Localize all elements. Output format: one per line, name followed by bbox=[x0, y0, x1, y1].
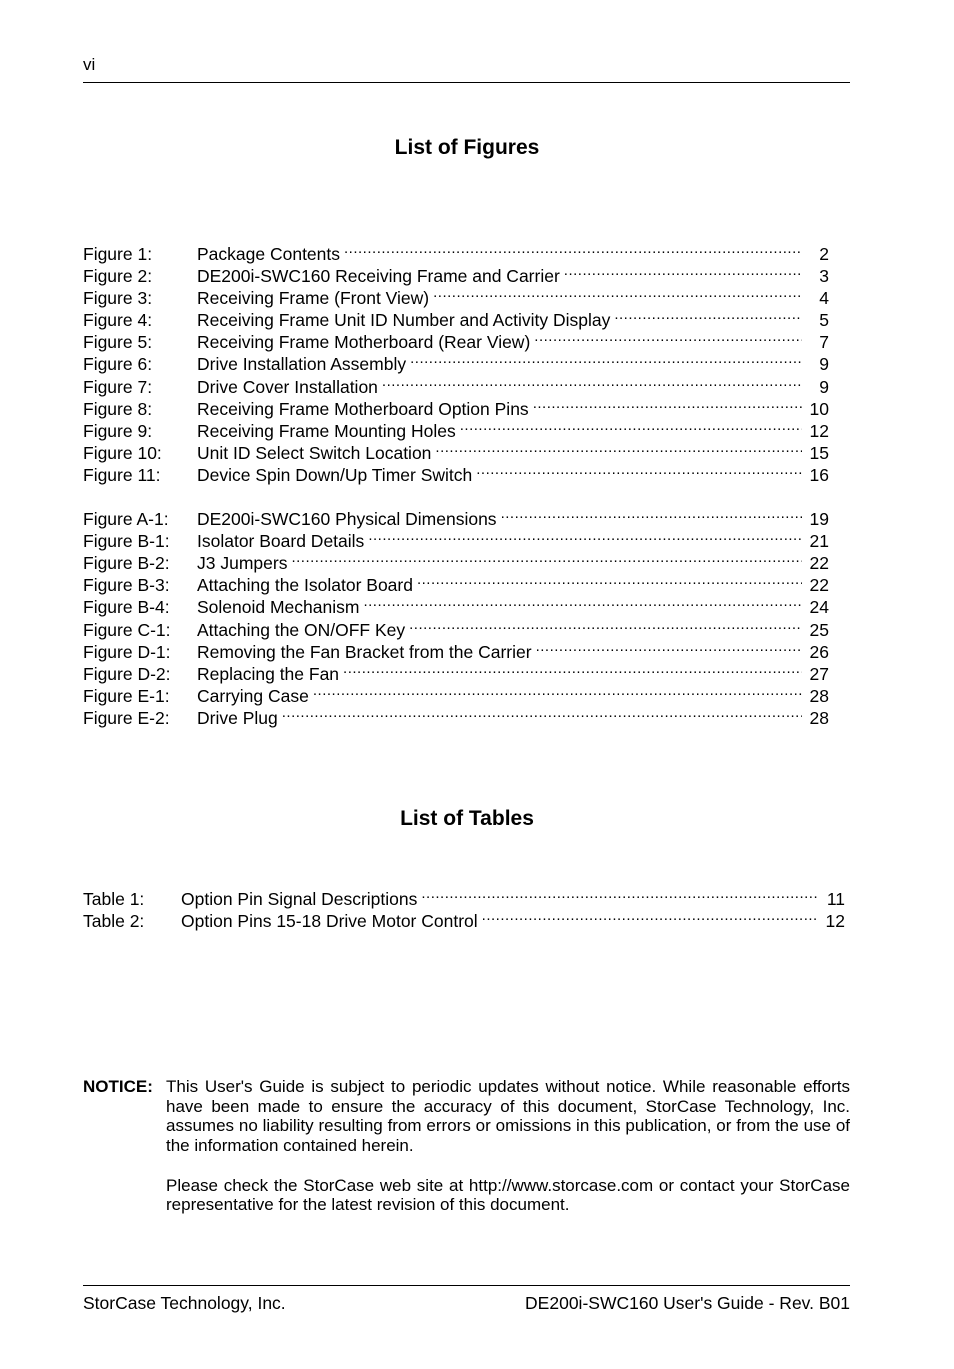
tables-group bbox=[83, 883, 845, 932]
toc-entry-title: DE200i-SWC160 Receiving Frame and Carrier bbox=[197, 266, 560, 287]
dot-leader bbox=[343, 658, 802, 680]
toc-entry-label: Table 1: bbox=[83, 889, 145, 909]
toc-entry-title: Device Spin Down/Up Timer Switch bbox=[197, 464, 473, 485]
toc-entry-label: Figure 11: bbox=[83, 464, 161, 485]
figures-list bbox=[83, 238, 829, 728]
dot-leader bbox=[410, 348, 802, 370]
toc-entry-page: 9 bbox=[819, 354, 829, 375]
toc-entry-title: Package Contents bbox=[197, 244, 341, 264]
toc-entry-page: 24 bbox=[809, 597, 829, 618]
toc-entry-page: 16 bbox=[809, 464, 829, 485]
notice-paragraph-2: Please check the StorCase web site at http://www.storcase.com or contact your StorCase representative for the latest revision of this document. bbox=[166, 1175, 850, 1215]
dot-leader bbox=[291, 547, 802, 569]
toc-entry-page: 12 bbox=[809, 420, 829, 441]
dot-leader bbox=[282, 702, 802, 724]
toc-entry bbox=[83, 883, 845, 909]
toc-entry-title: Receiving Frame Motherboard Option Pins bbox=[197, 398, 529, 419]
toc-entry-title: Removing the Fan Bracket from the Carrier bbox=[197, 641, 532, 662]
toc-entry-page: 22 bbox=[809, 553, 829, 574]
dot-leader bbox=[476, 459, 802, 481]
dot-leader bbox=[501, 503, 802, 525]
toc-entry-label: Figure 5: bbox=[83, 332, 153, 353]
toc-entry-page: 22 bbox=[809, 575, 829, 596]
toc-entry-label: Figure 4: bbox=[83, 310, 153, 331]
toc-entry-page: 12 bbox=[825, 911, 845, 932]
toc-entry-page: 25 bbox=[809, 619, 829, 640]
toc-entry-page: 10 bbox=[809, 398, 829, 419]
toc-entry-title: Solenoid Mechanism bbox=[197, 597, 360, 618]
toc-entry bbox=[83, 238, 829, 264]
toc-entry-label: Figure B-4: bbox=[83, 597, 170, 618]
toc-entry-label: Figure B-3: bbox=[83, 575, 170, 596]
header-rule bbox=[83, 82, 850, 83]
dot-leader bbox=[533, 393, 802, 415]
toc-entry-title: J3 Jumpers bbox=[197, 553, 288, 574]
toc-entry-page: 3 bbox=[819, 266, 829, 287]
dot-leader bbox=[564, 260, 802, 282]
toc-entry-title: Receiving Frame Motherboard (Rear View) bbox=[197, 332, 531, 353]
dot-leader bbox=[536, 636, 802, 658]
toc-entry-label: Figure 9: bbox=[83, 420, 153, 441]
dot-leader bbox=[460, 415, 802, 437]
toc-entry-label: Figure B-1: bbox=[83, 531, 170, 552]
figures-group-appendix bbox=[83, 503, 829, 728]
footer-rule bbox=[83, 1285, 850, 1286]
toc-entry-label: Figure E-2: bbox=[83, 707, 170, 728]
tables-list bbox=[83, 883, 845, 932]
toc-entry-title: Carrying Case bbox=[197, 685, 309, 706]
toc-entry-title: Option Pins 15-18 Drive Motor Control bbox=[181, 911, 478, 932]
toc-entry-label: Figure 2: bbox=[83, 266, 153, 287]
dot-leader bbox=[433, 282, 802, 304]
toc-entry-page: 11 bbox=[826, 889, 845, 909]
list-of-figures-heading: List of Figures bbox=[394, 136, 540, 159]
toc-entry-title: DE200i-SWC160 Physical Dimensions bbox=[197, 509, 497, 530]
footer-company: StorCase Technology, Inc. bbox=[83, 1293, 286, 1313]
dot-leader bbox=[344, 238, 802, 260]
list-of-tables-heading: List of Tables bbox=[400, 807, 534, 830]
toc-entry-page: 4 bbox=[819, 288, 829, 309]
notice-body bbox=[166, 1077, 850, 1215]
notice-block bbox=[83, 1077, 850, 1235]
footer-doc-title: DE200i-SWC160 User's Guide - Rev. B01 bbox=[525, 1293, 850, 1313]
toc-entry-page: 26 bbox=[809, 641, 829, 662]
toc-entry-page: 21 bbox=[809, 531, 829, 552]
toc-entry-label: Figure 3: bbox=[83, 288, 153, 309]
toc-entry-page: 5 bbox=[819, 310, 829, 331]
toc-entry-page: 7 bbox=[819, 332, 829, 353]
toc-entry-title: Receiving Frame Unit ID Number and Activity Display bbox=[197, 310, 611, 331]
dot-leader bbox=[409, 614, 802, 636]
toc-entry-page: 2 bbox=[819, 244, 829, 264]
toc-entry-label: Figure E-1: bbox=[83, 685, 170, 706]
toc-entry-label: Figure C-1: bbox=[83, 619, 171, 640]
toc-entry-title: Isolator Board Details bbox=[197, 531, 365, 552]
toc-entry-title: Attaching the Isolator Board bbox=[197, 575, 413, 596]
dot-leader bbox=[482, 905, 817, 927]
toc-entry-label: Figure 1: bbox=[83, 244, 153, 264]
toc-entry-page: 28 bbox=[809, 707, 829, 728]
dot-leader bbox=[363, 591, 802, 613]
notice-paragraph-1: This User's Guide is subject to periodic updates without notice. While reasonable efforts have been made to ensure the accuracy of this document, StorCase Technology, Inc. assumes no liability resulting from errors or omissions in this publication, or from the use of the information contained herein. bbox=[166, 1077, 850, 1156]
dot-leader bbox=[534, 326, 802, 348]
dot-leader bbox=[368, 525, 802, 547]
toc-entry-title: Drive Installation Assembly bbox=[197, 354, 407, 375]
toc-entry-label: Figure 6: bbox=[83, 354, 153, 375]
figures-group-main bbox=[83, 238, 829, 485]
toc-entry-label: Figure D-1: bbox=[83, 641, 171, 662]
dot-leader bbox=[313, 680, 802, 702]
dot-leader bbox=[421, 883, 817, 905]
toc-entry-page: 19 bbox=[809, 509, 829, 530]
page-number: vi bbox=[83, 55, 96, 74]
toc-entry-page: 28 bbox=[809, 685, 829, 706]
dot-leader bbox=[382, 371, 802, 393]
toc-entry-label: Figure 8: bbox=[83, 398, 153, 419]
toc-entry-label: Figure A-1: bbox=[83, 509, 169, 530]
toc-entry-page: 9 bbox=[819, 376, 829, 397]
toc-entry-title: Receiving Frame (Front View) bbox=[197, 288, 430, 309]
toc-entry-page: 15 bbox=[809, 442, 829, 463]
toc-entry-label: Figure 10: bbox=[83, 442, 162, 463]
dot-leader bbox=[435, 437, 802, 459]
notice-label: NOTICE: bbox=[83, 1077, 153, 1096]
toc-entry-label: Figure D-2: bbox=[83, 663, 171, 684]
toc-entry-page: 27 bbox=[809, 663, 829, 684]
toc-entry-title: Drive Cover Installation bbox=[197, 376, 378, 397]
dot-leader bbox=[614, 304, 802, 326]
toc-entry-label: Figure 7: bbox=[83, 376, 153, 397]
toc-entry-title: Option Pin Signal Descriptions bbox=[181, 889, 418, 909]
toc-entry-label: Figure B-2: bbox=[83, 553, 170, 574]
toc-entry-label: Table 2: bbox=[83, 911, 145, 932]
dot-leader bbox=[417, 569, 802, 591]
toc-entry-title: Attaching the ON/OFF Key bbox=[197, 619, 406, 640]
toc-entry-title: Drive Plug bbox=[197, 707, 278, 728]
toc-entry-title: Replacing the Fan bbox=[197, 663, 340, 684]
toc-entry bbox=[83, 503, 829, 530]
toc-entry-title: Unit ID Select Switch Location bbox=[197, 442, 432, 463]
toc-entry-title: Receiving Frame Mounting Holes bbox=[197, 420, 456, 441]
